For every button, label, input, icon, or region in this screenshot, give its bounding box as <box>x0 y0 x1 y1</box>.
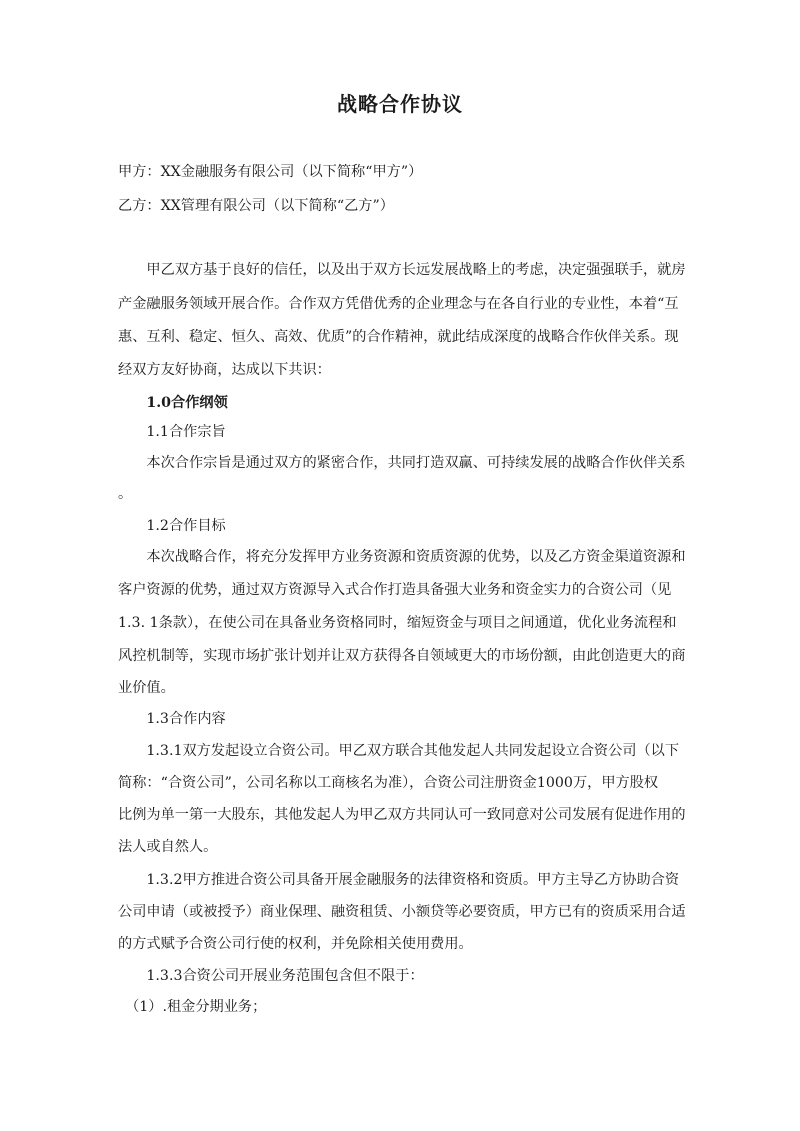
section-heading-1-0: 1.0合作纲领 <box>118 395 228 411</box>
intro-line-2: 产金融服务领域开展合作。合作双方凭借优秀的企业理念与在各自行业的专业性，本着“互 <box>118 296 679 312</box>
section-1-1-body-line-1: 本次合作宗旨是通过双方的紧密合作，共同打造双赢、可持续发展的战略合作伙伴关系 <box>118 455 686 471</box>
section-1-1-body-line-2: 。 <box>118 486 133 502</box>
document-title: 战略合作协议 <box>337 92 463 116</box>
intro-line-1: 甲乙双方基于良好的信任，以及出于双方长远发展战略上的考虑，决定强强联手，就房 <box>118 262 686 278</box>
section-1-3-2-line-2: 公司申请（或被授予）商业保理、融资租赁、小额贷等必要资质，甲方已有的资质采用合适 <box>118 904 686 920</box>
section-heading-1-1: 1.1合作宗旨 <box>118 424 226 440</box>
section-heading-1-3: 1.3合作内容 <box>118 711 226 727</box>
section-1-3-1-line-4: 法人或自然人。 <box>118 839 218 855</box>
section-1-2-body-line-2: 客户资源的优势，通过双方资源导入式合作打造具备强大业务和资金实力的合资公司（见 <box>118 582 672 598</box>
section-1-3-1-line-1: 1.3.1双方发起设立合资公司。甲乙双方联合其他发起人共同发起设立合资公司（以下 <box>118 743 680 759</box>
section-1-3-3-line: 1.3.3合资公司开展业务范围包含但不限于： <box>118 968 424 984</box>
intro-line-4: 经双方友好协商，达成以下共识： <box>118 362 331 378</box>
section-1-2-body-line-3: 1.3. 1条款），在使公司在具备业务资格同时，缩短资金与项目之间通道，优化业务流程和 <box>118 615 677 631</box>
section-1-3-2-line-3: 的方式赋予合资公司行使的权利，并免除相关使用费用。 <box>118 936 473 952</box>
section-1-3-1-line-2: 简称：“合资公司”，公司名称以工商核名为准），合资公司注册资金1000万，甲方股权 <box>118 775 659 791</box>
section-1-2-body-line-1: 本次战略合作，将充分发挥甲方业务资源和资质资源的优势，以及乙方资金渠道资源和 <box>118 549 686 565</box>
party-a-line: 甲方：XX金融服务有限公司（以下简称“甲方”） <box>118 164 423 180</box>
list-item-1: （1）.租金分期业务； <box>118 999 267 1015</box>
section-1-3-2-line-1: 1.3.2甲方推进合资公司具备开展金融服务的法律资格和资质。甲方主导乙方协助合资 <box>118 872 680 888</box>
intro-line-3: 惠、互利、稳定、恒久、高效、优质”的合作精神，就此结成深度的战略合作伙伴关系。现 <box>118 329 679 345</box>
section-1-2-body-line-5: 业价值。 <box>118 680 175 696</box>
section-1-2-body-line-4: 风控机制等，实现市场扩张计划并让双方获得各自领域更大的市场份额，由此创造更大的商 <box>118 648 686 664</box>
party-b-line: 乙方：XX管理有限公司（以下简称“乙方”） <box>118 198 394 214</box>
section-heading-1-2: 1.2合作目标 <box>118 518 226 534</box>
section-1-3-1-line-3: 比例为单一第一大股东，其他发起人为甲乙双方共同认可一致同意对公司发展有促进作用的 <box>118 807 686 823</box>
